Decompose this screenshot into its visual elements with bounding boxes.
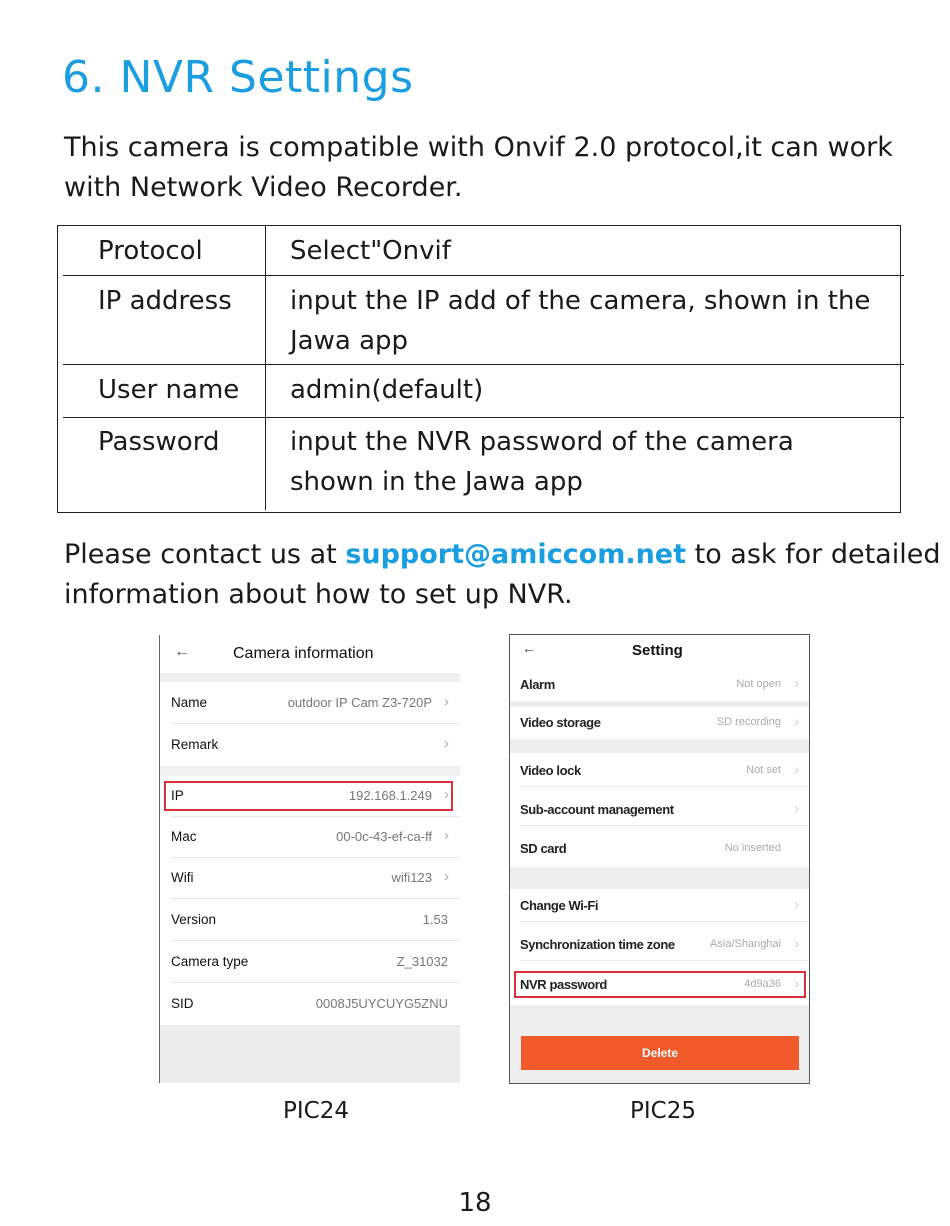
table-row-divider bbox=[63, 275, 904, 276]
row-value: Not open bbox=[736, 678, 781, 690]
row-label: Remark bbox=[171, 737, 219, 752]
table-row-divider bbox=[63, 364, 904, 365]
row-label: NVR password bbox=[520, 977, 607, 992]
camera-information-screenshot bbox=[159, 635, 461, 1083]
contact-text-after: to ask for detailed information about how to set up NVR. bbox=[64, 539, 941, 610]
ip-highlight-box bbox=[164, 781, 453, 811]
row-label: Change Wi-Fi bbox=[520, 898, 599, 913]
camera-info-row-name[interactable] bbox=[160, 683, 460, 724]
left-arrow-icon[interactable]: ← bbox=[522, 640, 536, 656]
section-title bbox=[62, 52, 414, 103]
row-label: SID bbox=[171, 996, 194, 1011]
section-heading-text: NVR Settings bbox=[119, 52, 414, 103]
table-key-user-name: User name bbox=[98, 375, 240, 405]
caption-pic25: PIC25 bbox=[630, 1098, 696, 1124]
chevron-right-icon: › bbox=[794, 800, 799, 816]
row-label: Wifi bbox=[171, 870, 194, 885]
chevron-right-icon: › bbox=[794, 713, 799, 729]
camera-info-row-version bbox=[160, 900, 460, 941]
row-value: Z_31032 bbox=[396, 954, 448, 969]
row-label: Alarm bbox=[520, 677, 555, 692]
chevron-right-icon: › bbox=[444, 827, 449, 844]
row-label: Synchronization time zone bbox=[520, 937, 675, 952]
intro-paragraph: This camera is compatible with Onvif 2.0 protocol,it can work with Network Video Recorder. bbox=[64, 132, 893, 203]
settings-row-time-zone[interactable] bbox=[510, 929, 809, 961]
empty-area bbox=[160, 1025, 460, 1083]
section-gap bbox=[160, 673, 460, 682]
left-arrow-icon[interactable]: ← bbox=[174, 643, 190, 660]
row-label: Name bbox=[171, 695, 208, 710]
camera-info-row-mac[interactable] bbox=[160, 817, 460, 858]
table-value-user-name: admin(default) bbox=[290, 375, 484, 405]
table-row-divider bbox=[63, 417, 904, 418]
row-value: outdoor IP Cam Z3-720P bbox=[287, 695, 432, 710]
delete-button[interactable]: Delete bbox=[521, 1036, 799, 1070]
camera-info-title: Camera information bbox=[233, 645, 374, 662]
chevron-right-icon: › bbox=[444, 735, 449, 752]
page-number: 18 bbox=[458, 1188, 492, 1218]
section-number: 6. bbox=[62, 52, 105, 103]
row-value: SD recording bbox=[716, 716, 781, 728]
chevron-right-icon: › bbox=[794, 935, 799, 951]
chevron-right-icon: › bbox=[444, 786, 449, 803]
camera-info-header bbox=[160, 635, 460, 673]
chevron-right-icon: › bbox=[444, 693, 449, 710]
camera-info-row-wifi[interactable] bbox=[160, 858, 460, 899]
contact-text-before: Please contact us at bbox=[64, 539, 346, 570]
row-divider bbox=[171, 982, 460, 983]
row-divider bbox=[520, 786, 809, 787]
camera-info-row-camera-type bbox=[160, 942, 460, 983]
row-label: Mac bbox=[171, 829, 197, 844]
row-label: IP bbox=[171, 788, 184, 803]
table-column-divider bbox=[265, 226, 266, 510]
row-value: Asia/Shanghai bbox=[710, 938, 781, 950]
contact-paragraph bbox=[64, 535, 944, 615]
camera-info-row-remark[interactable] bbox=[160, 725, 460, 766]
chevron-right-icon: › bbox=[794, 761, 799, 777]
table-key-protocol: Protocol bbox=[98, 236, 203, 266]
settings-row-video-lock[interactable] bbox=[510, 755, 809, 787]
nvr-settings-table bbox=[57, 225, 901, 513]
row-divider bbox=[171, 940, 460, 941]
chevron-right-icon: › bbox=[794, 975, 799, 991]
row-divider bbox=[520, 921, 809, 922]
table-key-ip-address: IP address bbox=[98, 286, 232, 316]
row-value: No inserted bbox=[724, 842, 781, 854]
row-value: 0008J5UYCUYG5ZNU bbox=[315, 996, 448, 1011]
table-value-ip-address: input the IP add of the camera, shown in the Jawa app bbox=[290, 286, 871, 356]
row-divider bbox=[520, 960, 809, 961]
row-value: wifi123 bbox=[391, 870, 432, 885]
row-value: 192.168.1.249 bbox=[348, 788, 432, 803]
row-value: 00-0c-43-ef-ca-ff bbox=[336, 829, 432, 844]
settings-title: Setting bbox=[632, 642, 683, 659]
row-label: Sub-account management bbox=[520, 802, 674, 817]
row-label: Video lock bbox=[520, 763, 581, 778]
table-value-protocol: Select"Onvif bbox=[290, 236, 451, 266]
settings-screenshot bbox=[509, 634, 810, 1084]
row-divider bbox=[171, 723, 460, 724]
settings-row-sd-card[interactable] bbox=[510, 833, 809, 865]
chevron-right-icon: › bbox=[794, 675, 799, 691]
row-label: SD card bbox=[520, 841, 567, 856]
table-key-password: Password bbox=[98, 427, 220, 457]
caption-pic24: PIC24 bbox=[283, 1098, 349, 1124]
nvr-password-highlight-box bbox=[514, 971, 806, 998]
chevron-right-icon: › bbox=[444, 868, 449, 885]
settings-row-video-storage[interactable] bbox=[510, 707, 809, 739]
row-label: Version bbox=[171, 912, 217, 927]
section-gap bbox=[510, 739, 809, 753]
row-label: Video storage bbox=[520, 715, 601, 730]
table-value-password: input the NVR password of the camera shown in the Jawa app bbox=[290, 427, 794, 497]
row-value: 1.53 bbox=[422, 912, 448, 927]
row-divider bbox=[520, 825, 809, 826]
row-value: Not set bbox=[746, 764, 781, 776]
support-email-link[interactable]: support@amiccom.net bbox=[345, 539, 687, 570]
camera-info-row-sid bbox=[160, 984, 460, 1025]
row-label: Camera type bbox=[171, 954, 249, 969]
row-divider bbox=[171, 898, 460, 899]
section-gap bbox=[510, 867, 809, 889]
chevron-right-icon: › bbox=[794, 896, 799, 912]
settings-row-alarm[interactable] bbox=[510, 669, 809, 701]
section-gap bbox=[160, 766, 460, 776]
settings-row-sub-account[interactable] bbox=[510, 794, 809, 826]
settings-row-change-wifi[interactable] bbox=[510, 890, 809, 922]
row-value: 4d9a36 bbox=[744, 978, 781, 990]
